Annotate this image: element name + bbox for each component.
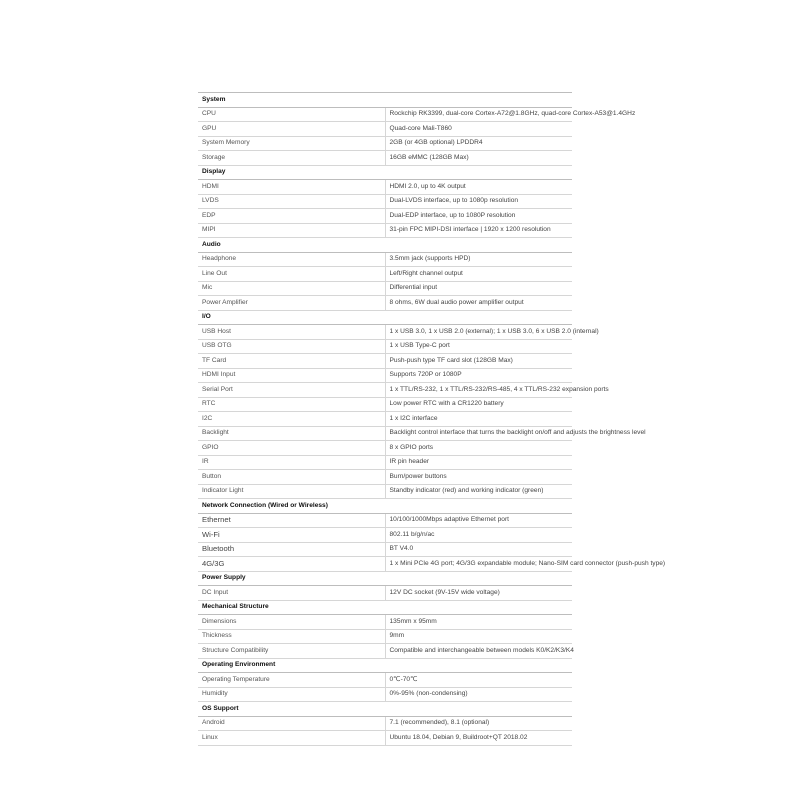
section-title: Operating Environment [198,658,572,673]
spec-key: HDMI [198,180,385,195]
spec-value: Differential input [385,281,572,296]
spec-row [198,296,572,311]
spec-key: Line Out [198,267,385,282]
spec-row [198,615,572,630]
spec-row [198,716,572,731]
spec-row [198,209,572,224]
spec-key: LVDS [198,194,385,209]
spec-row [198,412,572,427]
spec-value: Burn/power buttons [385,470,572,485]
section-title: OS Support [198,702,572,717]
spec-row [198,194,572,209]
spec-value: 31-pin FPC MIPI-DSI interface | 1920 x 1200 resolution [385,223,572,238]
spec-value: 3.5mm jack (supports HPD) [385,252,572,267]
spec-key: GPU [198,122,385,137]
spec-key: Mic [198,281,385,296]
spec-value: 0℃-70℃ [385,673,572,688]
spec-value: 10/100/1000Mbps adaptive Ethernet port [385,513,572,528]
spec-value: BT V4.0 [385,542,572,557]
spec-key: Structure Compatibility [198,644,385,659]
spec-value: 1 x Mini PCIe 4G port; 4G/3G expandable module; Nano-SIM card connector (push-push type) [385,557,572,572]
spec-row [198,426,572,441]
spec-row [198,223,572,238]
spec-key: Android [198,716,385,731]
spec-row [198,586,572,601]
spec-key: System Memory [198,136,385,151]
spec-value: Backlight control interface that turns the backlight on/off and adjusts the brightness level [385,426,572,441]
section-title: Power Supply [198,571,572,586]
spec-key: Backlight [198,426,385,441]
spec-key: Dimensions [198,615,385,630]
spec-value: 16GB eMMC (128GB Max) [385,151,572,166]
spec-key: Headphone [198,252,385,267]
spec-value: 802.11 b/g/n/ac [385,528,572,543]
spec-value: 9mm [385,629,572,644]
spec-row [198,339,572,354]
spec-value: Rockchip RK3399, dual-core Cortex-A72@1.8GHz, quad-core Cortex-A53@1.4GHz [385,107,572,122]
spec-value: 1 x USB Type-C port [385,339,572,354]
spec-value: Quad-core Mali-T860 [385,122,572,137]
spec-table [198,92,666,746]
spec-key: MIPI [198,223,385,238]
spec-value: Standby indicator (red) and working indicator (green) [385,484,572,499]
spec-row [198,513,572,528]
spec-row [198,281,572,296]
spec-value: Supports 720P or 1080P [385,368,572,383]
section-header [198,499,572,514]
spec-value: Left/Right channel output [385,267,572,282]
spec-row [198,325,572,340]
section-header [198,600,572,615]
spec-table-body [198,93,666,746]
spec-value: 2GB (or 4GB optional) LPDDR4 [385,136,572,151]
spec-value: 8 x GPIO ports [385,441,572,456]
spec-row [198,542,572,557]
spec-key: Serial Port [198,383,385,398]
spec-value: Low power RTC with a CR1220 battery [385,397,572,412]
spec-row [198,122,572,137]
spec-key: Linux [198,731,385,746]
spec-row [198,687,572,702]
spec-key: Thickness [198,629,385,644]
spec-key: USB Host [198,325,385,340]
spec-key: GPIO [198,441,385,456]
spec-row [198,441,572,456]
spec-row [198,470,572,485]
spec-key: Operating Temperature [198,673,385,688]
section-title: Network Connection (Wired or Wireless) [198,499,572,514]
spec-value: Ubuntu 18.04, Debian 9, Buildroot+QT 2018.02 [385,731,572,746]
spec-row [198,455,572,470]
spec-row [198,644,572,659]
spec-row [198,107,572,122]
spec-key: Indicator Light [198,484,385,499]
spec-value: 135mm x 95mm [385,615,572,630]
spec-row [198,629,572,644]
section-header [198,165,572,180]
spec-key: EDP [198,209,385,224]
section-title: Display [198,165,572,180]
spec-row [198,136,572,151]
spec-key: Humidity [198,687,385,702]
spec-row [198,354,572,369]
spec-value: 8 ohms, 6W dual audio power amplifier output [385,296,572,311]
spec-key: USB OTG [198,339,385,354]
spec-row [198,180,572,195]
spec-row [198,557,572,572]
spec-key: Power Amplifier [198,296,385,311]
spec-value: Dual-LVDS interface, up to 1080p resolution [385,194,572,209]
spec-key: Button [198,470,385,485]
spec-row [198,151,572,166]
spec-value: IR pin header [385,455,572,470]
section-header [198,658,572,673]
spec-value: 0%-95% (non-condensing) [385,687,572,702]
section-header [198,93,572,108]
section-title: I/O [198,310,572,325]
spec-key: I2C [198,412,385,427]
section-header [198,571,572,586]
section-title: Mechanical Structure [198,600,572,615]
section-title: System [198,93,572,108]
spec-row [198,267,572,282]
spec-row [198,731,572,746]
spec-row [198,397,572,412]
spec-key: 4G/3G [198,557,385,572]
spec-row [198,528,572,543]
spec-row [198,252,572,267]
spec-value: 1 x TTL/RS-232, 1 x TTL/RS-232/RS-485, 4 x TTL/RS-232 expansion ports [385,383,572,398]
spec-key: DC Input [198,586,385,601]
spec-row [198,368,572,383]
section-header [198,238,572,253]
spec-key: Ethernet [198,513,385,528]
spec-key: HDMI Input [198,368,385,383]
spec-key: TF Card [198,354,385,369]
spec-value: Dual-EDP interface, up to 1080P resolution [385,209,572,224]
section-header [198,310,572,325]
spec-value: HDMI 2.0, up to 4K output [385,180,572,195]
spec-row [198,484,572,499]
spec-row [198,673,572,688]
spec-row [198,383,572,398]
spec-value: 1 x USB 3.0, 1 x USB 2.0 (external); 1 x USB 3.0, 6 x USB 2.0 (internal) [385,325,572,340]
spec-value: Compatible and interchangeable between models K0/K2/K3/K4 [385,644,572,659]
spec-value: Push-push type TF card slot (128GB Max) [385,354,572,369]
spec-key: IR [198,455,385,470]
spec-value: 12V DC socket (9V-15V wide voltage) [385,586,572,601]
spec-value: 1 x I2C interface [385,412,572,427]
spec-key: CPU [198,107,385,122]
spec-key: Wi-Fi [198,528,385,543]
section-header [198,702,572,717]
spec-key: Storage [198,151,385,166]
spec-key: Bluetooth [198,542,385,557]
section-title: Audio [198,238,572,253]
spec-value: 7.1 (recommended), 8.1 (optional) [385,716,572,731]
spec-key: RTC [198,397,385,412]
